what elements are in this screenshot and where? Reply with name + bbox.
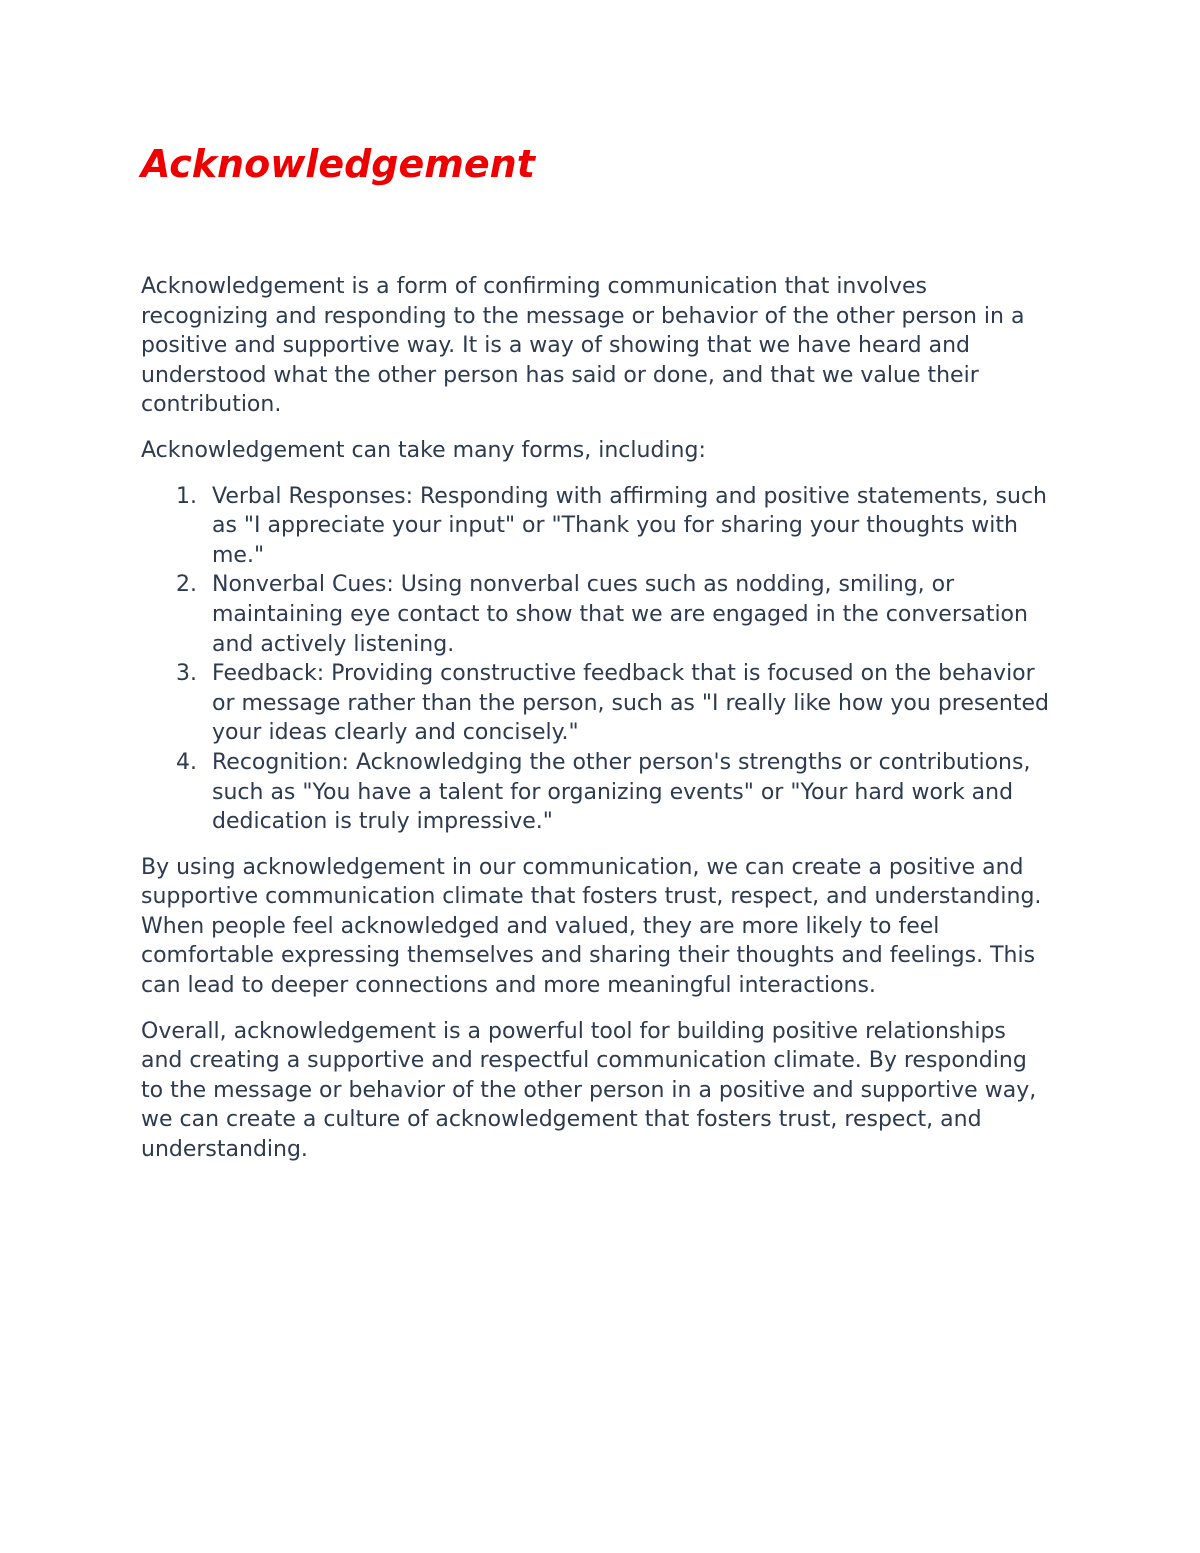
list-item [176,748,1051,837]
list-item-number: 4. [176,749,197,775]
lead-in-paragraph: Acknowledgement can take many forms, including: [141,437,706,463]
document-title: Acknowledgement [141,142,535,186]
list-item-number: 1. [176,483,197,509]
list-item [176,570,1051,659]
list-item-number: 2. [176,572,197,598]
intro-paragraph: Acknowledgement is a form of confirming communication that involves recognizing and responding to the message or behavior of the other person in a positive and supportive way. It is a way of showing that we have heard and understood what the other person has said or done, and that we value their contribution. [141,274,1025,418]
list-item-text: Feedback: Providing constructive feedback that is focused on the behavior or message rather than the person, such as "I really like how you presented your ideas clearly and concisely." [212,661,1049,746]
conclusion-paragraph: Overall, acknowledgement is a powerful tool for building positive relationships and creating a supportive and respectful communication climate. By responding to the message or behavior of the other person in a positive and supportive way, we can create a culture of acknowledgement that fosters trust, respect, and understanding. [141,1018,1037,1163]
list-item-text: Recognition: Acknowledging the other person's strengths or contributions, such as "You have a talent for organizing events" or "Your hard work and dedication is truly impressive." [212,749,1031,835]
forms-list [141,482,1051,837]
list-item-text: Verbal Responses: Responding with affirming and positive statements, such as "I appreciate your input" or "Thank you for sharing your thoughts with me." [212,483,1047,568]
document-page [141,140,1051,1165]
body-paragraph: By using acknowledgement in our communication, we can create a positive and supportive communication climate that fosters trust, respect, and understanding. When people feel acknowledged and valued, they are more likely to feel comfortable expressing themselves and sharing their thoughts and feelings. This can lead to deeper connections and more meaningful interactions. [141,854,1042,999]
list-item [176,482,1051,571]
list-item [176,659,1051,748]
list-item-text: Nonverbal Cues: Using nonverbal cues such as nodding, smiling, or maintaining eye contact to show that we are engaged in the conversation and actively listening. [212,572,1028,657]
list-item-number: 3. [176,661,197,687]
